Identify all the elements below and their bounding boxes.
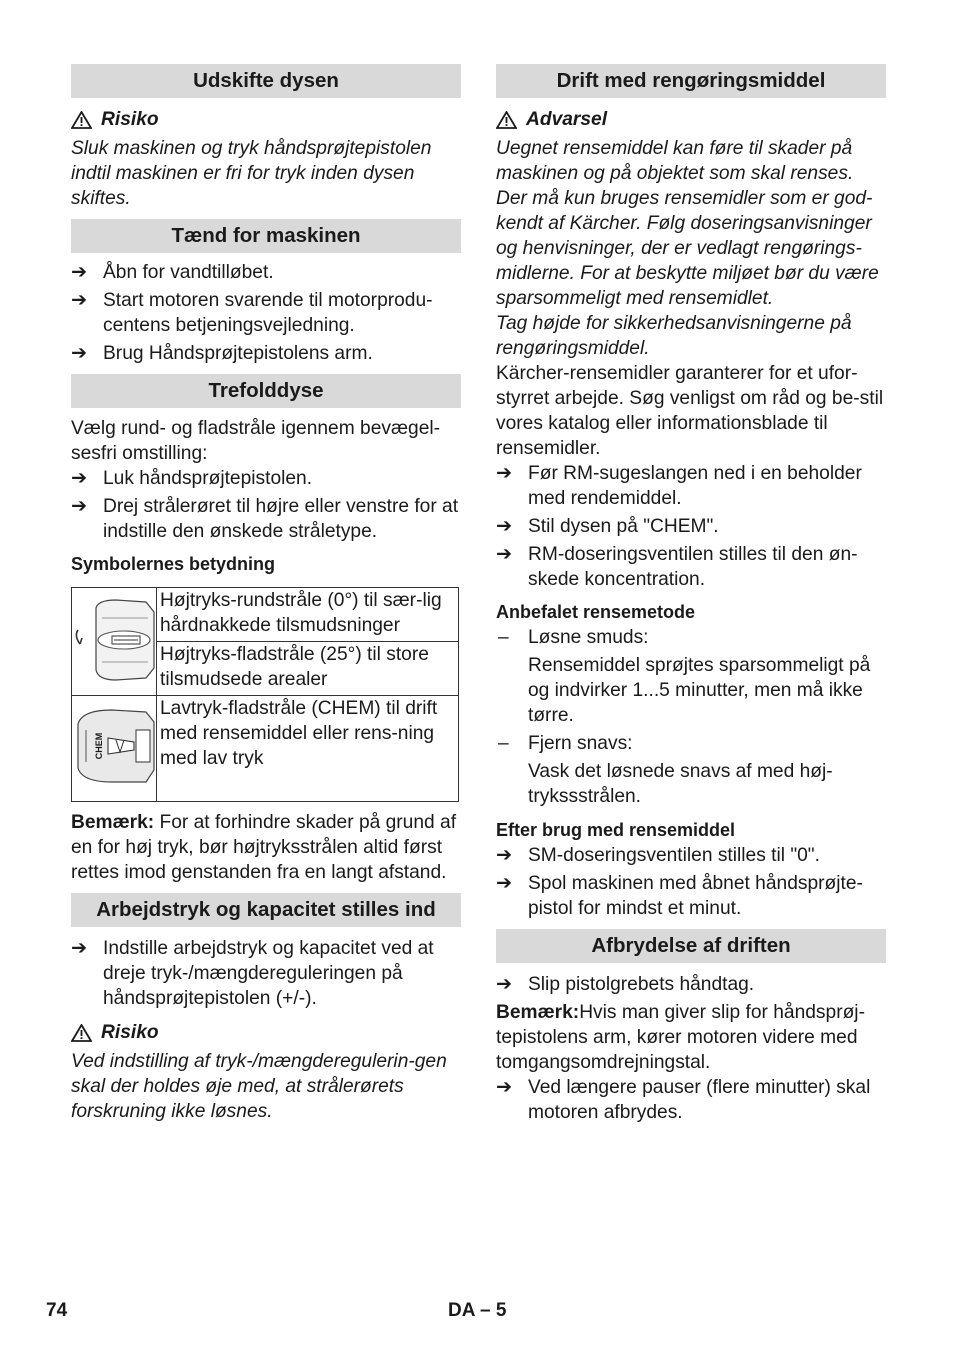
list-item: ➔ RM-doseringsventilen stilles til den øn-skede koncentration.	[496, 544, 858, 590]
language-page-label: DA – 5	[448, 1300, 507, 1321]
arrow-icon: ➔	[496, 463, 513, 484]
risk-text: Ved indstilling af tryk-/mængderegulerin-gen skal der holdes øje med, at strålerørets forskruning ikke løsnes.	[71, 1051, 447, 1122]
detergent-steps	[496, 461, 886, 592]
list-item: ➔ Drej strålerøret til højre eller venstre for at indstille den ønskede stråletype.	[71, 496, 459, 542]
heading-detergent-operation: Drift med rengøringsmiddel	[496, 64, 886, 98]
dash-icon: –	[498, 733, 509, 754]
pause-steps	[496, 1075, 886, 1125]
note-pressure: Bemærk: For at forhindre skader på grund af en for høj tryk, bør højtryksstrålen altid først rettes imod genstanden fra en langt afstand.	[71, 812, 457, 883]
warning-text-safety: Tag højde for sikkerhedsanvisningerne på rengøringsmiddel.	[496, 313, 852, 359]
after-use-steps	[496, 843, 886, 921]
list-item: ➔ Luk håndsprøjtepistolen.	[71, 468, 313, 489]
list-item: ➔ Åbn for vandtilløbet.	[71, 262, 274, 283]
karcher-detergent-text: Kärcher-rensemidler garanterer for et ufor-styrret arbejde. Søg venligst om råd og be-stil vores katalog eller informationsblade til rensemidler.	[496, 363, 884, 459]
list-item: ➔ Stil dysen på "CHEM".	[496, 516, 719, 537]
left-column	[71, 64, 461, 1124]
heading-triple-nozzle: Trefolddyse	[71, 374, 461, 408]
dash-icon: –	[498, 627, 509, 648]
pressure-steps	[71, 936, 461, 1011]
arrow-icon: ➔	[496, 544, 513, 565]
recommended-method-heading: Anbefalet rensemetode	[496, 602, 696, 622]
triple-nozzle-text: Vælg rund- og fladstråle igennem bevægel-sesfri omstilling:	[71, 418, 441, 464]
arrow-icon: ➔	[496, 516, 513, 537]
arrow-icon: ➔	[71, 343, 88, 364]
arrow-icon: ➔	[496, 873, 513, 894]
arrow-icon: ➔	[496, 845, 513, 866]
table-cell: Højtryks-fladstråle (25°) til store tilsmudsede arealer	[157, 642, 459, 696]
heading-working-pressure: Arbejdstryk og kapacitet stilles ind	[71, 893, 461, 927]
warning-label: Advarsel	[496, 107, 886, 132]
table-cell: Lavtryk-fladstråle (CHEM) til drift med rensemiddel eller rens-ning med lav tryk	[157, 696, 459, 802]
symbols-heading: Symbolernes betydning	[71, 554, 276, 574]
list-item: ➔ Slip pistolgrebets håndtag.	[496, 974, 755, 995]
page-number: 74	[46, 1300, 68, 1321]
triple-nozzle-steps	[71, 466, 461, 544]
list-item: ➔ Før RM-sugeslangen ned i en beholder med rendemiddel.	[496, 463, 862, 509]
right-column	[496, 64, 886, 1128]
arrow-icon: ➔	[71, 290, 88, 311]
arrow-icon: ➔	[71, 496, 88, 517]
heading-start-machine: Tænd for maskinen	[71, 219, 461, 253]
list-item: ➔ SM-doseringsventilen stilles til "0".	[496, 845, 820, 866]
arrow-icon: ➔	[496, 974, 513, 995]
heading-interrupt-operation: Afbrydelse af driften	[496, 929, 886, 963]
arrow-icon: ➔	[496, 1077, 513, 1098]
list-item: ➔ Spol maskinen med åbnet håndsprøjte-pistol for mindst et minut.	[496, 873, 863, 919]
arrow-icon: ➔	[71, 468, 88, 489]
warning-text: Uegnet rensemiddel kan føre til skader på maskinen og på objektet som skal renses. Der må kun bruges rensemidler som er god-kendt af Kärcher. Følg doseringsanvisninger og henvisninger, der er vedlagt rengørings-midlerne. For at beskytte miljøet bør du være sparsommeligt med rensemidlet.	[496, 138, 879, 309]
nozzle-chem-icon	[72, 696, 156, 794]
chem-label: CHEM	[94, 732, 104, 760]
list-item: ➔ Ved længere pauser (flere minutter) skal motoren afbrydes.	[496, 1077, 871, 1123]
list-item: ➔ Brug Håndsprøjtepistolens arm.	[71, 343, 373, 364]
warning-triangle-icon	[496, 111, 517, 129]
table-cell: Højtryks-rundstråle (0°) til sær-lig hårdnakkede tilsmudsninger	[157, 588, 459, 642]
risk-label: Risiko	[71, 1020, 461, 1045]
after-use-heading: Efter brug med rensemiddel	[496, 820, 736, 840]
list-item: – Fjern snavs: Vask det løsnede snavs af med høj-trykssstrålen.	[498, 733, 833, 807]
warning-triangle-icon	[71, 111, 92, 129]
note-idle: Bemærk:Hvis man giver slip for håndsprøj-tepistolens arm, kører motoren videre med tomgangsomdrejningstal.	[496, 1002, 865, 1073]
risk-text: Sluk maskinen og tryk håndsprøjtepistolen indtil maskinen er fri for tryk inden dysen skiftes.	[71, 138, 432, 209]
symbols-table	[71, 587, 459, 802]
list-item: ➔ Start motoren svarende til motorprodu-centens betjeningsvejledning.	[71, 290, 433, 336]
chem-nozzle-image	[72, 696, 157, 802]
list-item: ➔ Indstille arbejdstryk og kapacitet ved at dreje tryk-/mængdereguleringen på håndsprøjtepistolen (+/-).	[71, 938, 434, 1009]
nozzle-high-pressure-icon	[72, 590, 156, 686]
start-steps	[71, 260, 461, 366]
high-pressure-nozzle-image	[72, 588, 157, 696]
list-item: – Løsne smuds: Rensemiddel sprøjtes sparsommeligt på og indvirker 1...5 minutter, men må ikke tørre.	[498, 627, 871, 726]
warning-triangle-icon	[71, 1024, 92, 1042]
method-list	[496, 625, 886, 809]
interrupt-steps	[496, 972, 886, 997]
heading-replace-nozzle: Udskifte dysen	[71, 64, 461, 98]
arrow-icon: ➔	[71, 262, 88, 283]
arrow-icon: ➔	[71, 938, 88, 959]
risk-label: Risiko	[71, 107, 461, 132]
